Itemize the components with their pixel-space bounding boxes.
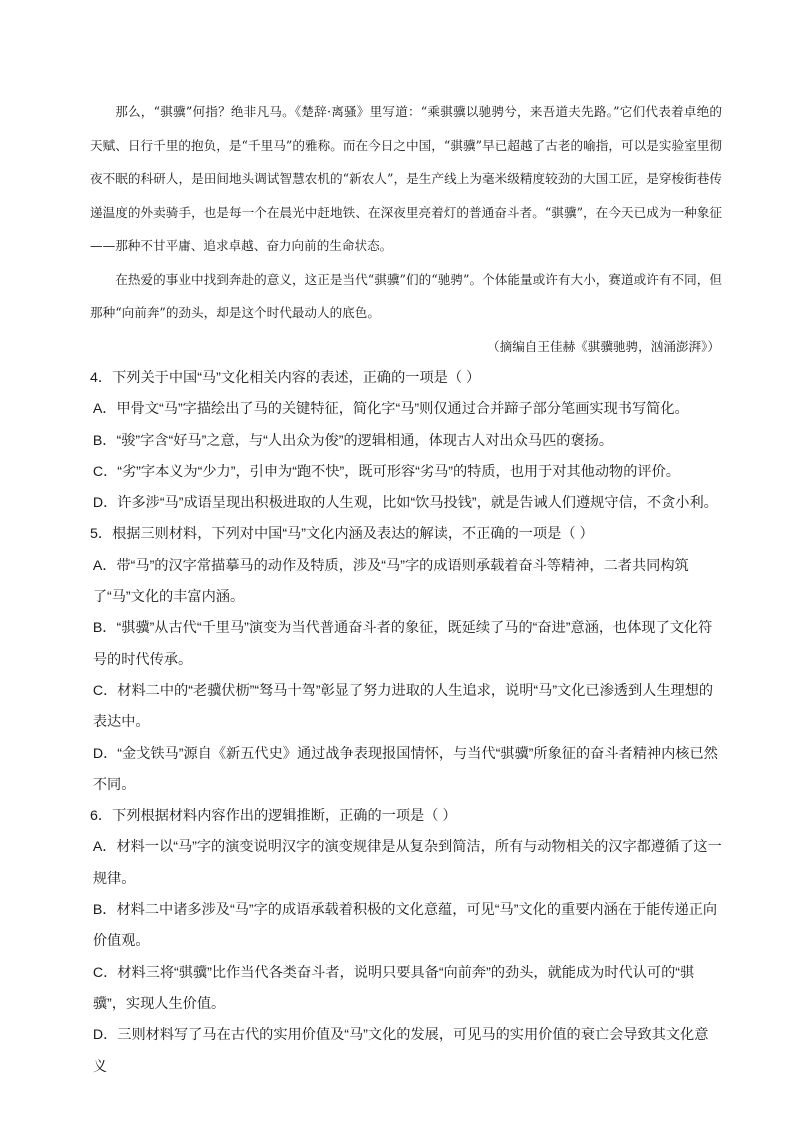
question-stem: 6．下列根据材料内容作出的逻辑推断，正确的一项是（ ） (90, 808, 457, 825)
passage-paragraph: 在热爱的事业中找到奔赴的意义，这正是当代“骐骥”们的“驰骋”。个体能量或许有大小，赛道或许有不同，但那种“向前奔”的劲头，却是这个时代最动人的底色。 (90, 271, 722, 320)
option-a: A．带“马”的汉字常描摹马的动作及特质，涉及“马”字的成语则承载着奋斗等精神，二者共同构筑了“马”文化的丰富内涵。 (92, 557, 689, 606)
passage-paragraph: 那么，“骐骥”何指？绝非凡马。《楚辞·离骚》里写道：“乘骐骥以驰骋兮，来吾道夫先路。”它们代表着卓绝的天赋、日行千里的抱负，是“千里马”的雅称。而在今日之中国，“骐骥”早已超越了古老的喻指，可以是实验室里彻夜不眠的科研人，是田间地头调试智慧农机的“新农人”，是生产线上为毫米级精度较劲的大国工匠，是穿梭街巷传递温度的外卖骑手，也是每一个在晨光中赶地铁、在深夜里亮着灯的普通奋斗者。“骐骥”，在今天已成为一种象征——那种不甘平庸、追求卓越、奋力向前的生命状态。 (90, 104, 722, 253)
question-4 (90, 363, 722, 519)
option-d: D．三则材料写了马在古代的实用价值及“马”文化的发展，可见马的实用价值的衰亡会导致其文化意义 (92, 1027, 709, 1075)
document-page (90, 95, 722, 1083)
passage-source: （摘编自王佳赫《骐骥驰骋，汹涌澎湃》） (487, 338, 720, 354)
question-list (90, 363, 722, 1083)
option-b: B．“骐骥”从古代“千里马”演变为当代普通奋斗者的象征，既延续了马的“奋进”意涵，也体现了文化符号的时代传承。 (92, 620, 713, 668)
option-b: B．“骏”字含“好马”之意，与“人出众为俊”的逻辑相通，体现古人对出众马匹的褒扬。 (92, 432, 614, 449)
option-c: C．“劣”字本义为“少力”，引申为“跑不快”，既可形容“劣马”的特质，也用于对其他动物的评价。 (92, 463, 680, 480)
question-stem: 4．下列关于中国“马”文化相关内容的表述，正确的一项是（ ） (90, 370, 481, 386)
question-5 (90, 519, 722, 801)
question-6 (90, 801, 722, 1083)
option-d: D．许多涉“马”成语呈现出积极进取的人生观，比如“饮马投钱”，就是告诫人们遵规守信，不贪小利。 (92, 495, 718, 512)
option-a: A．材料一以“马”字的演变说明汉字的演变规律是从复杂到简洁，所有与动物相关的汉字都遵循了这一规律。 (92, 839, 722, 887)
question-stem: 5．根据三则材料，下列对中国“马”文化内涵及表达的解读，不正确的一项是（ ） (90, 526, 594, 543)
reading-passage (90, 95, 722, 363)
option-b: B．材料二中诸多涉及“马”字的成语承载着积极的文化意蕴，可见“马”文化的重要内涵在于能传递正向价值观。 (92, 902, 718, 950)
option-a: A．甲骨文“马”字描绘出了马的关键特征，简化字“马”则仅通过合并蹄子部分笔画实现书写简化。 (92, 401, 689, 418)
option-c: C．材料三将“骐骥”比作当代各类奋斗者，说明只要具备“向前奔”的劲头，就能成为时代认可的“骐骥”，实现人生价值。 (92, 964, 695, 1012)
option-d: D．“金戈铁马”源自《新五代史》通过战争表现报国情怀，与当代“骐骥”所象征的奋斗者精神内核已然不同。 (92, 745, 718, 793)
option-c: C．材料二中的“老骥伏枥”“驽马十驾”彰显了努力进取的人生追求，说明“马”文化已渗透到人生理想的表达中。 (92, 682, 714, 731)
